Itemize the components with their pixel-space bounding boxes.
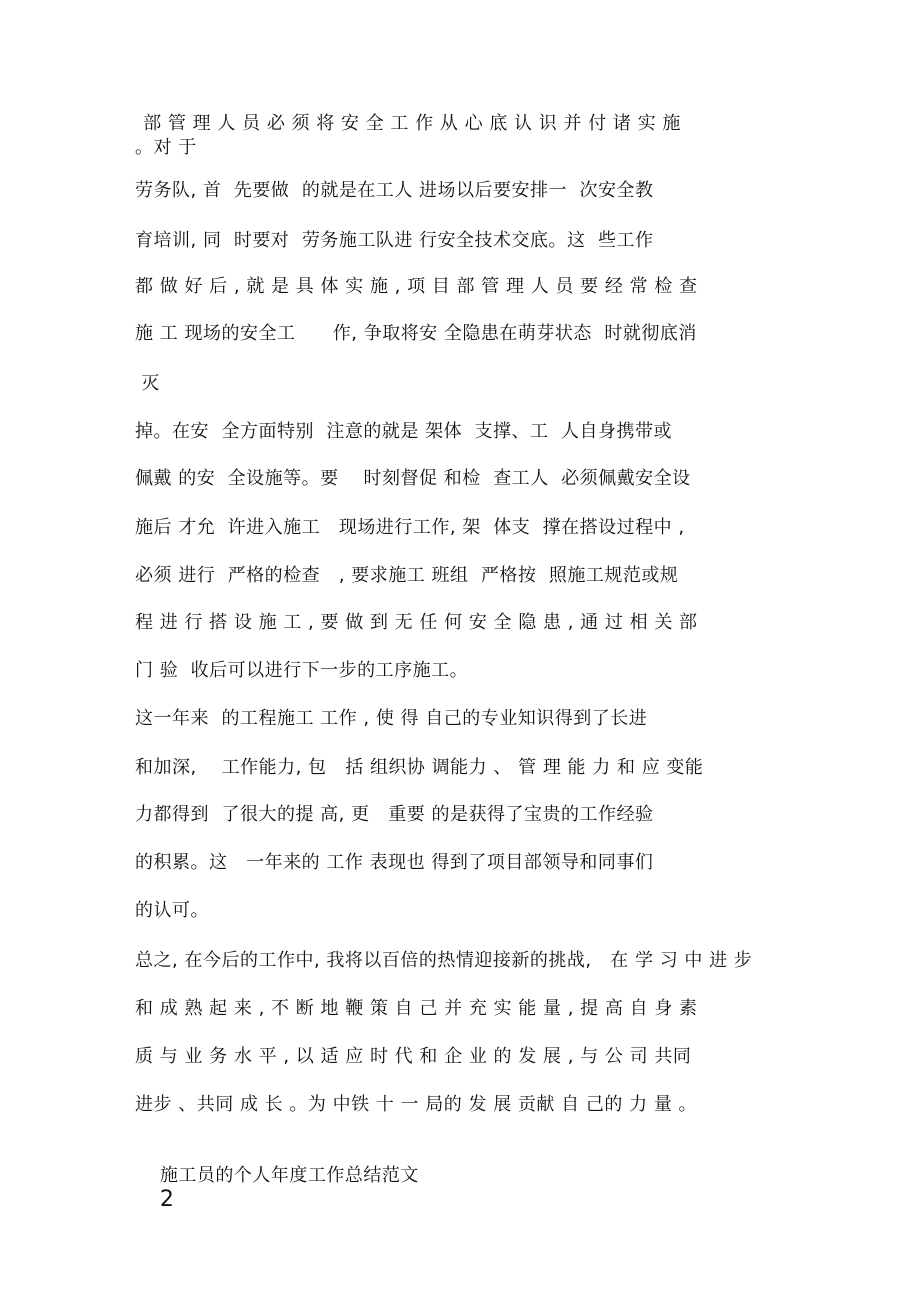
text-line: 的积累。这 一年来的 工作 表现也 得到了项目部领导和同事们 bbox=[135, 852, 654, 873]
text-line: 。对 于 bbox=[135, 137, 197, 158]
text-line: 程 进 行 搭 设 施 工 , 要 做 到 无 任 何 安 全 隐 患 , 通 过 相 关 部 bbox=[135, 612, 698, 633]
text-line: 和 成 熟 起 来 , 不 断 地 鞭 策 自 己 并 充 实 能 量 , 提 高 自 身 素 bbox=[135, 998, 698, 1019]
text-line: 都 做 好 后 , 就 是 具 体 实 施 , 项 目 部 管 理 人 员 要 经 常 检 查 bbox=[135, 276, 698, 297]
text-line: 育培训, 同 时要对 劳务施工队进 行安全技术交底。这 些工作 bbox=[135, 230, 654, 251]
text-line: 劳务队, 首 先要做 的就是在工人 进场以后要安排一 次安全教 bbox=[135, 180, 654, 201]
text-line: 质 与 业 务 水 平 , 以 适 应 时 代 和 企 业 的 发 展 , 与 公 司 共同 bbox=[135, 1046, 692, 1067]
text-line: 和加深, 工作能力, 包 括 组织协 调能力 、 管 理 能 力 和 应 变能 bbox=[135, 757, 704, 778]
text-line: 进步 、共同 成 长 。为 中铁 十 一 局的 发 展 贡献 自 己的 力 量 。 bbox=[135, 1094, 698, 1115]
text-line: 施后 才允 许进入施工 现场进行工作, 架 体支 撑在搭设过程中 , bbox=[135, 517, 685, 538]
section-heading-text: 施工员的个人年度工作总结范文 bbox=[159, 1165, 419, 1186]
text-line: 灭 bbox=[135, 373, 160, 394]
text-line: 施 工 现场的安全工 作, 争取将安 全隐患在萌芽状态 时就彻底消 bbox=[135, 323, 697, 344]
text-line: 门 验 收后可以进行下一步的工序施工。 bbox=[135, 660, 469, 681]
section-heading bbox=[135, 1140, 419, 1237]
text-line: 掉。在安 全方面特别 注意的就是 架体 支撑、工 人自身携带或 bbox=[135, 421, 672, 442]
text-line: 总之, 在今后的工作中, 我将以百倍的热情迎接新的挑战, 在 学 习 中 进 步 bbox=[135, 950, 753, 971]
text-line: 部 管 理 人 员 必 须 将 安 全 工 作 从 心 底 认 识 并 付 诸 实 施 bbox=[137, 113, 681, 134]
section-heading-number: 2 bbox=[159, 1187, 175, 1212]
text-line: 这一年来 的工程施工 工作 , 使 得 自己的专业知识得到了长进 bbox=[135, 708, 648, 729]
text-line: 力都得到 了很大的提 高, 更 重要 的是获得了宝贵的工作经验 bbox=[135, 804, 654, 825]
text-line: 的认可。 bbox=[135, 900, 209, 921]
text-line: 必须 进行 严格的检查 , 要求施工 班组 严格按 照施工规范或规 bbox=[135, 565, 679, 586]
text-line: 佩戴 的安 全设施等。要 时刻督促 和检 查工人 必须佩戴安全设 bbox=[135, 468, 691, 489]
